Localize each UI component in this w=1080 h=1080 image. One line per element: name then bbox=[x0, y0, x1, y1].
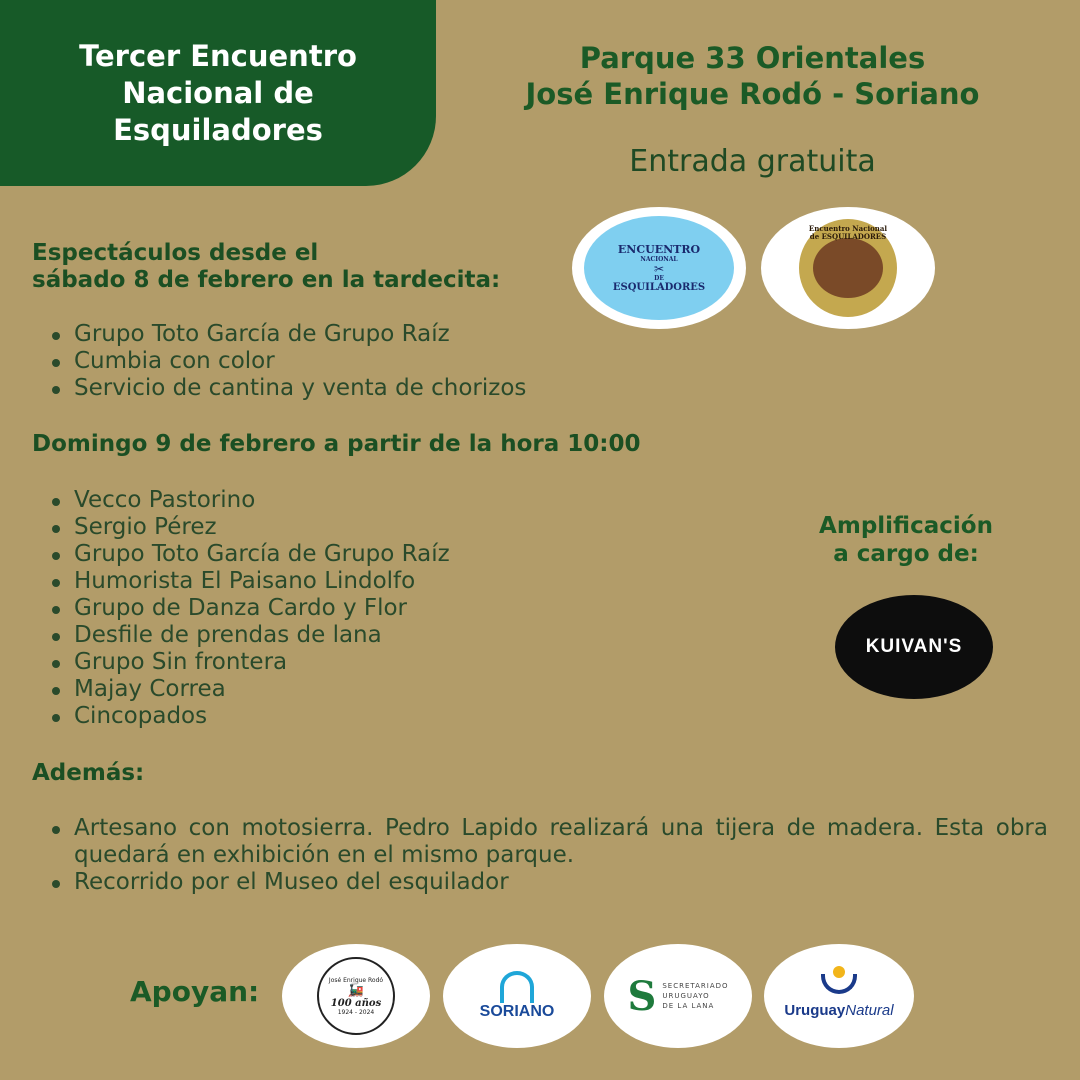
list-item: Recorrido por el Museo del esquilador bbox=[32, 869, 1048, 896]
sheep-illustration-icon bbox=[813, 238, 883, 298]
esquiladores-seal bbox=[799, 219, 897, 317]
soriano-wave-icon bbox=[500, 971, 534, 1003]
sunday-heading: Domingo 9 de febrero a partir de la hora 10:00 bbox=[32, 431, 641, 457]
list-item: Cincopados bbox=[32, 703, 450, 730]
lana-text-line: URUGUAYO bbox=[662, 992, 710, 1000]
amplification-line: Amplificación bbox=[819, 513, 993, 539]
event-title-line: Esquiladores bbox=[113, 112, 323, 147]
venue-line: Parque 33 Orientales bbox=[579, 41, 926, 75]
list-item: Desfile de prendas de lana bbox=[32, 622, 450, 649]
train-icon: 🚂 bbox=[347, 982, 365, 998]
list-item: Sergio Pérez bbox=[32, 514, 450, 541]
list-item: Vecco Pastorino bbox=[32, 487, 450, 514]
list-item: Grupo Toto García de Grupo Raíz bbox=[32, 321, 526, 348]
esquiladores-logo bbox=[761, 207, 935, 329]
lana-text-line: SECRETARIADO bbox=[662, 982, 729, 990]
list-item: Cumbia con color bbox=[32, 348, 526, 375]
list-item: Grupo Toto García de Grupo Raíz bbox=[32, 541, 450, 568]
list-item: Artesano con motosierra. Pedro Lapido realizará una tijera de madera. Esta obra quedará en exhibición en el mismo parque. bbox=[32, 815, 1048, 869]
apoyan-label: Apoyan: bbox=[130, 975, 260, 1008]
list-item: Grupo de Danza Cardo y Flor bbox=[32, 595, 450, 622]
amplification-heading bbox=[800, 512, 1012, 568]
free-entry-text: Entrada gratuita bbox=[629, 144, 876, 179]
title-box bbox=[0, 0, 436, 186]
amplification-line: a cargo de: bbox=[833, 541, 979, 567]
event-title-line: Tercer Encuentro bbox=[79, 38, 357, 73]
event-title-line: Nacional de bbox=[122, 75, 314, 110]
logo-text: ESQUILADORES bbox=[612, 282, 706, 293]
scissors-icon: ✂ bbox=[653, 262, 665, 276]
ademas-heading: Además: bbox=[32, 760, 145, 786]
logo-text: ENCUENTRO bbox=[617, 243, 701, 256]
rodo-100-logo bbox=[282, 944, 430, 1048]
seal-text-line: de ESQUILADORES bbox=[809, 232, 887, 241]
list-item: Majay Correa bbox=[32, 676, 450, 703]
uruguay-natural-logo bbox=[764, 944, 914, 1048]
saturday-list bbox=[32, 321, 526, 402]
rodo-top-text: José Enrique Rodó bbox=[328, 976, 384, 984]
list-item: Humorista El Paisano Lindolfo bbox=[32, 568, 450, 595]
lana-s-icon: S bbox=[627, 972, 657, 1020]
venue-line: José Enrique Rodó - Soriano bbox=[525, 77, 980, 111]
saturday-heading bbox=[32, 240, 500, 294]
list-item: Servicio de cantina y venta de chorizos bbox=[32, 375, 526, 402]
lana-text bbox=[662, 981, 728, 1011]
soriano-logo bbox=[443, 944, 591, 1048]
sun-dot bbox=[833, 966, 845, 978]
seal-text-line: Encuentro Nacional bbox=[808, 224, 888, 233]
lana-text-line: DE LA LANA bbox=[662, 1002, 715, 1010]
uruguay-natural-text bbox=[784, 1002, 893, 1019]
encuentro-logo bbox=[572, 207, 746, 329]
natural-word: Natural bbox=[845, 1001, 894, 1019]
rodo-main-text: 100 años bbox=[330, 997, 382, 1009]
rodo-years-text: 1924 - 2024 bbox=[337, 1008, 375, 1016]
logo-text: DE bbox=[654, 275, 664, 282]
saturday-heading-line: sábado 8 de febrero en la tardecita: bbox=[32, 267, 501, 293]
lana-logo bbox=[604, 944, 752, 1048]
seal-text bbox=[799, 225, 897, 241]
sunday-list bbox=[32, 487, 450, 730]
sun-icon bbox=[821, 974, 857, 994]
uruguay-word: Uruguay bbox=[784, 1001, 846, 1019]
rodo-seal bbox=[317, 957, 395, 1035]
venue bbox=[470, 40, 1035, 112]
soriano-logo-text: SORIANO bbox=[479, 1003, 555, 1020]
list-item: Grupo Sin frontera bbox=[32, 649, 450, 676]
kuivans-logo bbox=[835, 595, 993, 699]
ademas-list bbox=[32, 815, 1048, 896]
event-title bbox=[79, 38, 357, 149]
encuentro-logo-badge bbox=[584, 216, 734, 320]
saturday-heading-line: Espectáculos desde el bbox=[32, 240, 319, 266]
kuivans-logo-text: KUIVAN'S bbox=[865, 636, 963, 657]
logo-text: NACIONAL bbox=[640, 256, 678, 263]
